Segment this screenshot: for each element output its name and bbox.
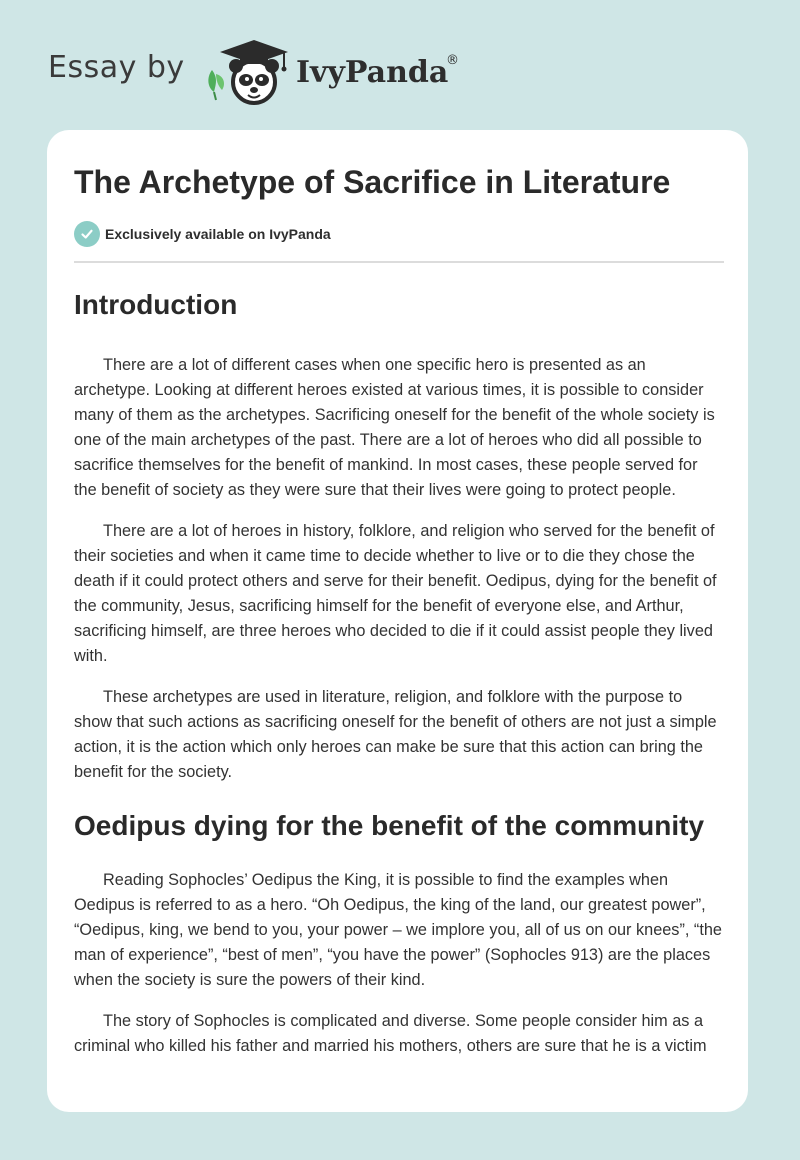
panda-graduate-logo-icon[interactable]	[202, 34, 294, 108]
paragraph: Reading Sophocles’ Oedipus the King, it is possible to find the examples when Oedipus is referred to as a hero. “Oh Oedipus, the king of the land, our greatest power”, “Oedipus, king, we bend to you, your power – we implore you, all of us on our knees”, “the man of experience”, “best of men”, “you have the power” (Sophocles 913) are the places when the society is sure the powers of their kind.	[74, 871, 722, 989]
site-header	[0, 0, 800, 130]
check-circle-icon	[74, 221, 100, 247]
brand-prefix: Essay by	[48, 50, 185, 85]
paragraph: There are a lot of heroes in history, folklore, and religion who served for the benefit of their societies and when it came time to decide whether to live or to die they chose the death if it could protect others and serve for their benefit. Oedipus, dying for the benefit of the community, Jesus, sacrificing himself for the benefit of everyone else, and Arthur, sacrificing himself, are three heroes who decided to die if it could assist people they lived with.	[74, 522, 717, 665]
registered-mark: ®	[446, 53, 459, 68]
essay-content	[74, 160, 724, 1059]
paragraph: These archetypes are used in literature, religion, and folklore with the purpose to show that such actions as sacrificing oneself for the benefit of others are not just a simple action, it is the action which only heroes can make be sure that this action can bring the benefit for the society.	[74, 688, 717, 781]
brand-name[interactable]: IvyPanda	[296, 55, 449, 90]
section-heading-oedipus: Oedipus dying for the benefit of the community	[74, 810, 705, 841]
essay-card	[47, 130, 748, 1112]
badge-text: Exclusively available on IvyPanda	[105, 226, 331, 242]
page-title: The Archetype of Sacrifice in Literature	[74, 164, 671, 200]
paragraph: The story of Sophocles is complicated and diverse. Some people consider him as a criminal who killed his father and married his mothers, others are sure that he is a victim	[74, 1012, 707, 1055]
section-heading-introduction: Introduction	[74, 289, 238, 320]
divider	[74, 261, 724, 263]
exclusive-badge	[74, 220, 724, 248]
paragraph: There are a lot of different cases when one specific hero is presented as an archetype. Looking at different heroes existed at various times, it is possible to consider many of them as the archetypes. Sacrificing oneself for the benefit of the whole society is one of the main archetypes of the past. There are a lot of heroes who did all possible to sacrifice themselves for the benefit of mankind. In most cases, these people served for the benefit of society as they were sure that their lives were going to protect people.	[74, 356, 715, 499]
